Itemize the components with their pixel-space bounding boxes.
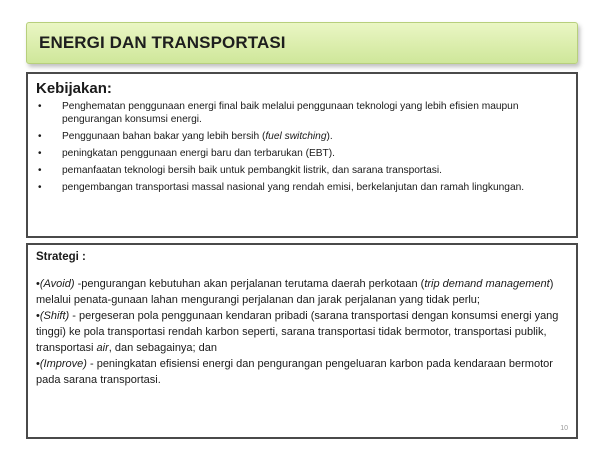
text-run: - pergeseran pola penggunaan kendaran pribadi (sarana transportasi dengan konsumsi energi yang tinggi) ke pola transportasi rendah karbon seperti, sarana transportasi tidak bermotor, transportasi publik, transportasi [36,310,559,354]
strategi-avoid-text [36,278,553,306]
kebijakan-item-text [62,182,524,193]
text-run: , dan sebagainya; dan [108,342,218,354]
text-run: Penghematan penggunaan energi final baik melalui penggunaan teknologi yang lebih efisien maupun pengurangan konsumsi energi. [62,101,519,125]
strategi-shift-text [36,310,558,354]
bullet-icon: • [38,182,42,193]
text-run: ) melalui penata-gunaan lahan mengurangi perjalanan dan jarak perjalanan yang tidak perlu; [36,278,554,306]
kebijakan-item-text [62,101,519,125]
italic-text: air [96,342,109,354]
kebijakan-item-text [62,148,335,159]
kebijakan-item [36,130,568,143]
bullet-icon: • [38,101,42,112]
title-banner [26,22,578,64]
italic-text: (Shift) [39,310,70,322]
bullet-icon: • [38,165,42,176]
kebijakan-panel [26,72,578,238]
kebijakan-item [36,100,568,126]
italic-text: (Improve) [39,358,87,370]
page-number: 10 [560,425,568,432]
bullet-icon: • [38,148,42,159]
italic-text: (Avoid) [39,278,75,290]
strategi-improve [36,356,568,388]
text-run: ). [326,131,333,142]
text-run: • [36,358,40,370]
text-run: peningkatan penggunaan energi baru dan terbarukan (EBT). [62,148,335,159]
italic-text: trip demand management [424,278,550,290]
kebijakan-item-text [62,165,442,176]
kebijakan-heading: Kebijakan: [36,80,112,97]
strategi-improve-text [36,358,553,386]
strategi-avoid [36,276,568,308]
slide-title: ENERGI DAN TRANSPORTASI [39,33,286,52]
text-run: -pengurangan kebutuhan akan perjalanan terutama daerah perkotaan ( [74,278,425,290]
kebijakan-item [36,147,568,160]
strategi-shift [36,308,568,356]
kebijakan-list [36,100,568,194]
bullet-icon: • [38,131,42,142]
text-run: Penggunaan bahan bakar yang lebih bersih ( [62,131,266,142]
text-run: - peningkatan efisiensi energi dan pengurangan pengeluaran karbon pada kendaraan bermotor pada sarana transportasi. [36,358,553,386]
strategi-panel [26,243,578,439]
kebijakan-item-text [62,131,333,142]
text-run: • [36,310,40,322]
italic-text: fuel switching [265,131,327,142]
kebijakan-item [36,181,568,194]
text-run: pengembangan transportasi massal nasional yang rendah emisi, berkelanjutan dan ramah lingkungan. [62,182,525,193]
strategi-heading: Strategi : [36,251,86,263]
text-run: • [36,278,40,290]
kebijakan-item [36,164,568,177]
text-run: pemanfaatan teknologi bersih baik untuk pembangkit listrik, dan sarana transportasi. [62,165,442,176]
